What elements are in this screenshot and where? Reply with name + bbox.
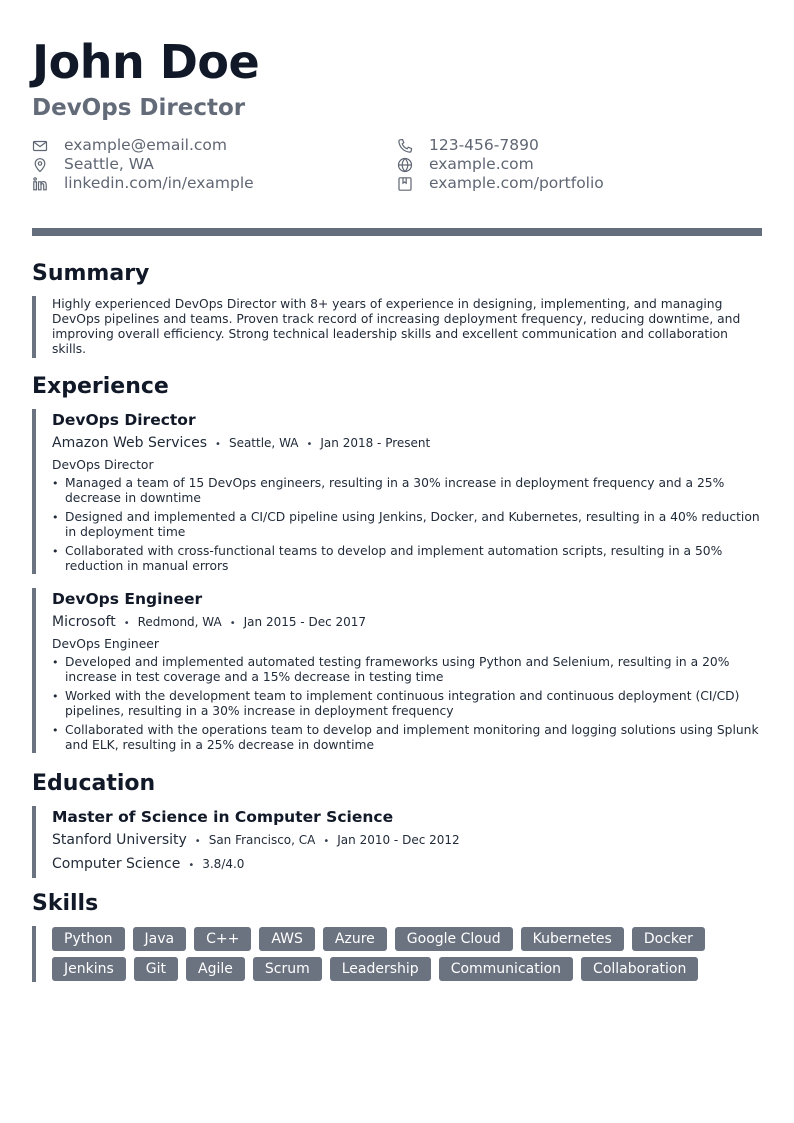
job-title: DevOps Engineer: [52, 590, 203, 608]
linkedin-icon: [32, 176, 48, 192]
education-field-row: [52, 854, 762, 876]
summary-heading: Summary: [32, 261, 150, 286]
job-bullet: • Developed and implemented automated testing frameworks using Python and Selenium, resulting in a 20% increase in test coverage and a 15% decrease in testing time: [52, 655, 762, 685]
job-bullets: [52, 655, 762, 753]
meta-separator: •: [123, 618, 130, 629]
degree-title: Master of Science in Computer Science: [52, 808, 394, 826]
summary-body: [32, 296, 762, 358]
phone-icon: [397, 138, 413, 154]
job-meta: [52, 612, 762, 634]
skill-chip: Azure: [323, 927, 387, 951]
meta-separator: •: [306, 439, 313, 450]
portfolio-text: example.com/portfolio: [429, 174, 604, 192]
contact-phone[interactable]: [397, 136, 539, 155]
summary-section: [32, 260, 762, 358]
job-bullet: • Worked with the development team to implement continuous integration and continuous deployment (CI/CD) pipelines, resulting in a 30% increase in deployment frequency: [52, 689, 762, 719]
email-text: example@email.com: [64, 136, 227, 154]
skills-section: [32, 890, 762, 982]
job-entry: [32, 409, 762, 574]
job-title: DevOps Director: [52, 411, 196, 429]
website-text: example.com: [429, 155, 534, 173]
education-section: [32, 770, 762, 878]
job-role: DevOps Director: [52, 458, 154, 472]
experience-heading: Experience: [32, 374, 169, 399]
school-location: San Francisco, CA: [208, 833, 316, 847]
contact-email[interactable]: [32, 136, 227, 155]
contact-portfolio[interactable]: [397, 174, 604, 193]
meta-separator: •: [215, 439, 221, 450]
education-entry: [32, 806, 762, 878]
gpa-value: 3.8/4.0: [202, 857, 245, 871]
job-bullet: • Managed a team of 15 DevOps engineers, resulting in a 30% increase in deployment frequency and a 25% decrease in downtime: [52, 476, 762, 506]
meta-separator: •: [188, 860, 195, 871]
skill-chip: C++: [194, 927, 251, 951]
resume-header: [32, 34, 762, 196]
contact-list: [32, 136, 762, 196]
skill-chips: [52, 926, 762, 982]
skill-chip: Jenkins: [52, 957, 126, 981]
bookmark-icon: [397, 176, 413, 192]
job-role: DevOps Engineer: [52, 637, 159, 651]
candidate-title: DevOps Director: [32, 95, 246, 121]
job-dates: Jan 2018 - Present: [320, 436, 431, 450]
education-dates: Jan 2010 - Dec 2012: [337, 833, 460, 847]
skill-chip: Docker: [632, 927, 705, 951]
skill-chip: Google Cloud: [395, 927, 513, 951]
education-meta: [52, 830, 762, 852]
meta-separator: •: [229, 618, 236, 629]
contact-website[interactable]: [397, 155, 534, 174]
contact-location: [32, 155, 154, 174]
map-pin-icon: [32, 157, 48, 173]
globe-icon: [397, 157, 413, 173]
summary-text: Highly experienced DevOps Director with 8+ years of experience in designing, implementing, and managing DevOps pipelines and teams. Proven track record of increasing deployment frequency, reducing downtime, and improving overall efficiency. Strong technical leadership skills and excellent communication and collaboration skills.: [52, 297, 741, 356]
header-divider: [32, 228, 762, 236]
job-location: Seattle, WA: [228, 436, 299, 450]
job-dates: Jan 2015 - Dec 2017: [243, 615, 367, 629]
skill-chip: Kubernetes: [521, 927, 624, 951]
field-of-study: Computer Science: [52, 856, 181, 872]
job-bullet: • Collaborated with the operations team to develop and implement monitoring and logging solutions using Splunk and ELK, resulting in a 25% decrease in downtime: [52, 723, 762, 753]
job-location: Redmond, WA: [137, 615, 222, 629]
envelope-icon: [32, 138, 48, 154]
skills-heading: Skills: [32, 891, 99, 916]
phone-text: 123-456-7890: [429, 136, 539, 154]
skill-chip: Python: [52, 927, 125, 951]
job-company: Amazon Web Services: [52, 435, 208, 451]
education-heading: Education: [32, 771, 156, 796]
skill-chip: Git: [134, 957, 178, 981]
meta-separator: •: [194, 836, 201, 847]
skill-chip: AWS: [259, 927, 315, 951]
job-meta: [52, 433, 762, 455]
skill-chip: Collaboration: [581, 957, 698, 981]
job-company: Microsoft: [52, 614, 116, 630]
job-bullet: • Collaborated with cross-functional teams to develop and implement automation scripts, resulting in a 50% reduction in manual errors: [52, 544, 762, 574]
linkedin-text: linkedin.com/in/example: [64, 174, 254, 192]
job-bullet: • Designed and implemented a CI/CD pipeline using Jenkins, Docker, and Kubernetes, resulting in a 40% reduction in deployment time: [52, 510, 762, 540]
job-bullets: [52, 476, 762, 574]
meta-separator: •: [323, 836, 330, 847]
location-text: Seattle, WA: [64, 155, 154, 173]
skill-chip: Java: [133, 927, 187, 951]
candidate-name: John Doe: [32, 35, 260, 89]
school-name: Stanford University: [52, 832, 187, 848]
skill-chip: Leadership: [330, 957, 431, 981]
skills-body: [32, 926, 762, 982]
skill-chip: Agile: [186, 957, 245, 981]
contact-linkedin[interactable]: [32, 174, 254, 193]
job-entry: [32, 588, 762, 753]
skill-chip: Scrum: [253, 957, 322, 981]
skill-chip: Communication: [439, 957, 573, 981]
experience-section: [32, 373, 762, 757]
